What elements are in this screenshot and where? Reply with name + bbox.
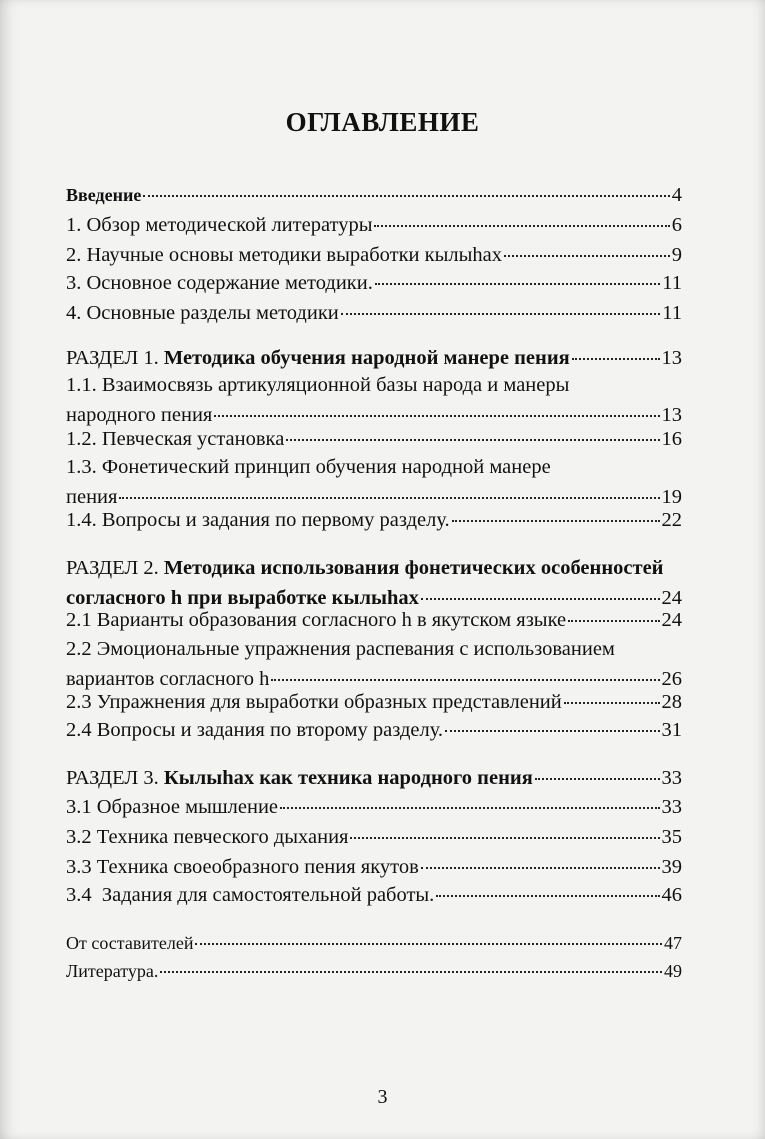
toc-entry-authors bbox=[66, 928, 682, 958]
dot-leader bbox=[143, 195, 669, 197]
dot-leader bbox=[572, 358, 660, 360]
toc-section-1-heading bbox=[66, 343, 682, 373]
dot-leader bbox=[280, 807, 659, 809]
toc-entry-page: 19 bbox=[661, 486, 682, 508]
toc-entry-label: вариантов согласного h bbox=[66, 668, 270, 690]
toc-entry-label: 3.1 Образное мышление bbox=[66, 796, 279, 818]
toc-entry-label: 2.3 Упражнения для выработки образных представлений bbox=[66, 691, 562, 713]
toc-entry-label: От составителей bbox=[66, 933, 194, 953]
toc-entry-page: 11 bbox=[662, 302, 682, 324]
page-title: ОГЛАВЛЕНИЕ bbox=[285, 107, 480, 137]
toc-entry bbox=[66, 880, 682, 910]
dot-leader bbox=[341, 313, 660, 315]
toc-entry-literature bbox=[66, 956, 682, 986]
toc-entry-label: народного пения bbox=[66, 404, 213, 426]
toc-entry-page: 24 bbox=[661, 609, 682, 631]
toc-entry bbox=[66, 452, 682, 512]
toc-entry-page: 39 bbox=[661, 856, 682, 878]
dot-leader bbox=[564, 702, 660, 704]
toc-entry-label: 3.3 Техника своеобразного пения якутов bbox=[66, 856, 419, 878]
toc-entry-label: Литература. bbox=[66, 961, 159, 981]
toc-entry bbox=[66, 605, 682, 635]
dot-leader bbox=[421, 598, 660, 600]
toc-entry-label: 2.1 Варианты образования согласного h в якутском языке bbox=[66, 609, 567, 631]
page-number: 3 bbox=[377, 1086, 388, 1108]
dot-leader bbox=[535, 778, 660, 780]
toc-entry-label-line1: 1.1. Взаимосвязь артикуляционной базы народа и манеры bbox=[66, 374, 570, 396]
toc-entry-label: Методика обучения народной манере пения bbox=[163, 347, 570, 369]
dot-leader bbox=[436, 895, 659, 897]
dot-leader bbox=[119, 497, 659, 499]
dot-leader bbox=[452, 520, 660, 522]
toc-entry-page: 4 bbox=[671, 184, 682, 206]
toc-entry-label: 3.4 Задания для самостоятельной работы. bbox=[66, 884, 435, 906]
toc-entry-page: 22 bbox=[661, 509, 682, 531]
toc-section-3-heading bbox=[66, 763, 682, 793]
toc-entry-label: Введение bbox=[66, 185, 142, 205]
toc-entry-page: 24 bbox=[661, 587, 682, 609]
toc-entry-page: 47 bbox=[664, 933, 682, 953]
dot-leader bbox=[160, 971, 662, 973]
toc-entry bbox=[66, 298, 682, 328]
dot-leader bbox=[195, 943, 662, 945]
toc-entry-page: 46 bbox=[661, 884, 682, 906]
toc-entry-label-line1: Методика использования фонетических особенностей bbox=[163, 557, 664, 579]
toc-entry-label: 1.4. Вопросы и задания по первому разделу. bbox=[66, 509, 450, 531]
toc-entry-page: 35 bbox=[661, 826, 682, 848]
toc-section-prefix: РАЗДЕЛ 3. bbox=[66, 767, 159, 789]
dot-leader bbox=[271, 679, 659, 681]
toc-entry-label: 1. Обзор методической литературы bbox=[66, 214, 373, 236]
toc-entry-label: 1.2. Певческая установка bbox=[66, 428, 285, 450]
toc-entry-label: согласного h при выработке кылыhах bbox=[66, 587, 419, 609]
dot-leader bbox=[286, 439, 659, 441]
toc-entry bbox=[66, 424, 682, 454]
toc-entry-introduction bbox=[66, 180, 682, 210]
toc-entry-page: 49 bbox=[664, 961, 682, 981]
toc-entry-page: 11 bbox=[662, 272, 682, 294]
dot-leader bbox=[504, 255, 670, 257]
toc-entry-label: Кылыhах как техника народного пения bbox=[163, 767, 533, 789]
toc-entry-label: пения bbox=[66, 486, 118, 508]
dot-leader bbox=[568, 620, 659, 622]
toc-entry-page: 13 bbox=[661, 404, 682, 426]
toc-entry-page: 31 bbox=[661, 719, 682, 741]
dot-leader bbox=[375, 283, 660, 285]
toc-section-prefix: РАЗДЕЛ 1. bbox=[66, 347, 159, 369]
dot-leader bbox=[374, 225, 669, 227]
dot-leader bbox=[214, 415, 659, 417]
toc-entry-label: 4. Основные разделы методики bbox=[66, 302, 339, 324]
toc-section-prefix: РАЗДЕЛ 2. bbox=[66, 557, 159, 579]
toc-entry bbox=[66, 792, 682, 822]
dot-leader bbox=[350, 837, 659, 839]
toc-entry bbox=[66, 822, 682, 852]
toc-entry-label: 3. Основное содержание методики. bbox=[66, 272, 373, 294]
toc-entry bbox=[66, 687, 682, 717]
toc-entry-page: 28 bbox=[661, 691, 682, 713]
toc-entry-page: 26 bbox=[661, 668, 682, 690]
toc-entry-page: 13 bbox=[661, 347, 682, 369]
toc-entry bbox=[66, 370, 682, 430]
toc-entry-page: 16 bbox=[661, 428, 682, 450]
toc-entry-label: 2. Научные основы методики выработки кылыhах bbox=[66, 244, 502, 266]
toc-entry bbox=[66, 210, 682, 240]
toc-entry bbox=[66, 505, 682, 535]
toc-section-2-heading bbox=[66, 553, 682, 613]
toc-entry bbox=[66, 634, 682, 694]
toc-entry bbox=[66, 852, 682, 882]
toc-entry-label-line1: 2.2 Эмоциональные упражнения распевания с использованием bbox=[66, 638, 615, 660]
toc-entry-label: 3.2 Техника певческого дыхания bbox=[66, 826, 349, 848]
toc-entry bbox=[66, 268, 682, 298]
toc-entry-page: 33 bbox=[661, 767, 682, 789]
dot-leader bbox=[421, 867, 660, 869]
toc-entry-page: 9 bbox=[671, 244, 682, 266]
toc-entry bbox=[66, 715, 682, 745]
toc-entry-page: 33 bbox=[661, 796, 682, 818]
dot-leader bbox=[445, 730, 659, 732]
toc-entry bbox=[66, 240, 682, 270]
toc-entry-label: 2.4 Вопросы и задания по второму разделу. bbox=[66, 719, 444, 741]
toc-entry-label-line1: 1.3. Фонетический принцип обучения народной манере bbox=[66, 456, 551, 478]
toc-entry-page: 6 bbox=[671, 214, 682, 236]
